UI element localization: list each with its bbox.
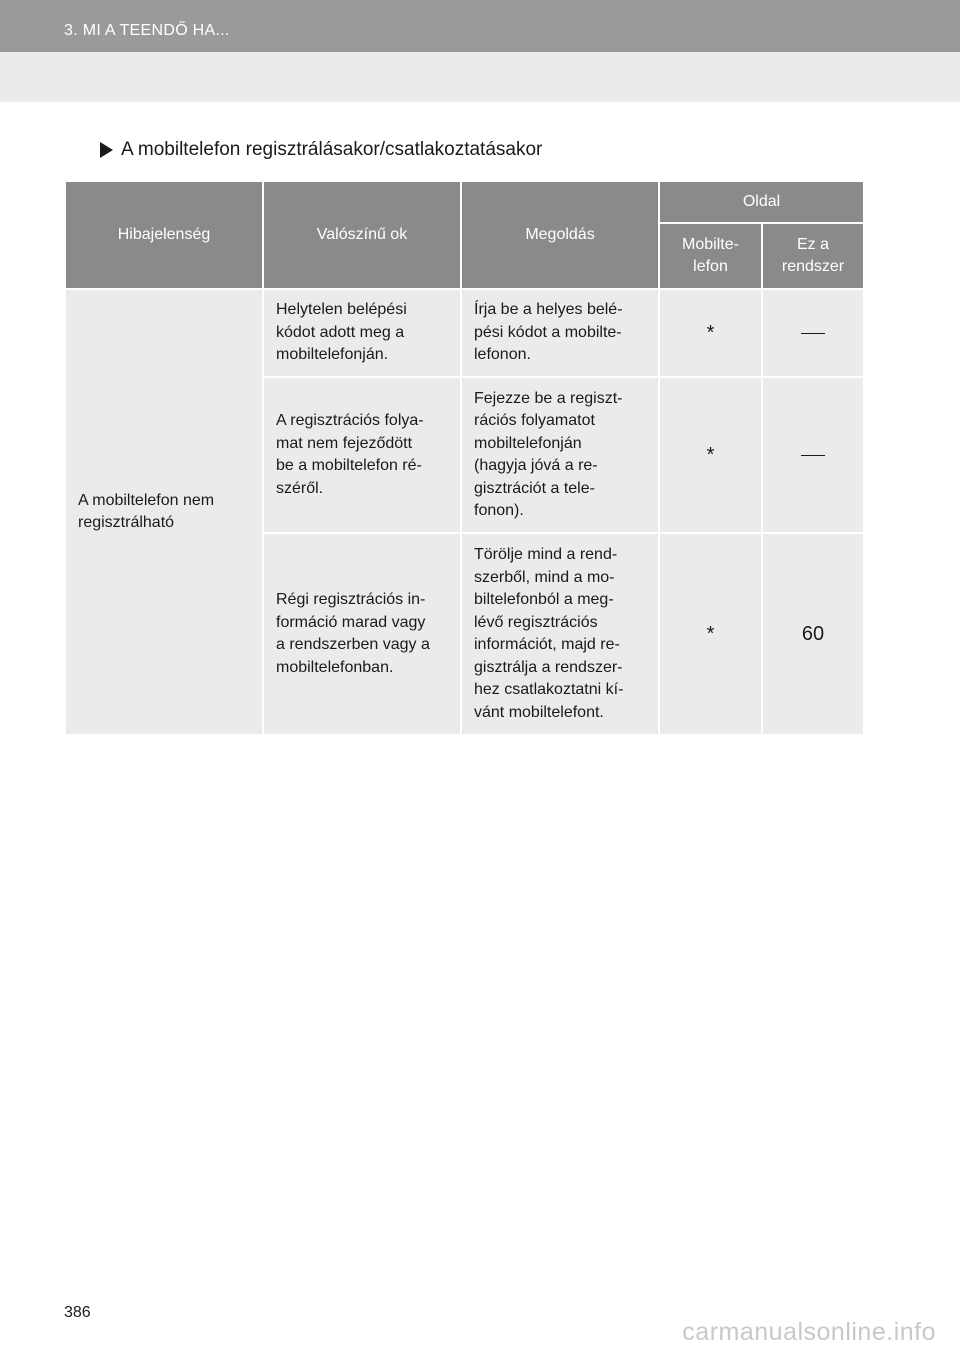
chapter-title: 3. MI A TEENDŐ HA... xyxy=(64,22,230,39)
phone-page-cell: * xyxy=(659,377,762,533)
header-symptom: Hibajelenség xyxy=(65,181,263,289)
table-row xyxy=(65,289,864,377)
cause-cell: Helytelen belépési kódot adott meg a mobiltelefonján. xyxy=(263,289,461,377)
header-page-system: Ez a rendszer xyxy=(762,223,864,289)
header-page-phone: Mobilte- lefon xyxy=(659,223,762,289)
cause-cell: A regisztrációs folya- mat nem fejeződött be a mobiltelefon ré- széről. xyxy=(263,377,461,533)
system-page-cell xyxy=(762,289,864,377)
page-number: 386 xyxy=(64,1304,91,1321)
header-solution: Megoldás xyxy=(461,181,659,289)
section-heading xyxy=(100,139,542,161)
header-cause: Valószínű ok xyxy=(263,181,461,289)
solution-cell: Törölje mind a rend- szerből, mind a mo- biltelefonból a meg- lévő regisztrációs információt, majd re- gisztrálja a rendszer- hez csatlakoztatni kí- vánt mobiltelefont. xyxy=(461,533,659,735)
cause-cell: Régi regisztrációs in- formáció marad vagy a rendszerben vagy a mobiltelefonban. xyxy=(263,533,461,735)
section-title: A mobiltelefon regisztrálásakor/csatlakoztatásakor xyxy=(121,139,543,160)
header-page: Oldal xyxy=(659,181,864,223)
phone-page-cell: * xyxy=(659,533,762,735)
symptom-cell: A mobiltelefon nem regisztrálható xyxy=(65,289,263,735)
watermark: carmanualsonline.info xyxy=(682,1318,936,1346)
system-page-cell: 60 xyxy=(762,533,864,735)
solution-cell: Írja be a helyes belé- pési kódot a mobilte- lefonon. xyxy=(461,289,659,377)
triangle-bullet-icon xyxy=(100,142,113,158)
subheader-band xyxy=(0,52,960,102)
system-page-cell xyxy=(762,377,864,533)
dash-mark xyxy=(801,455,825,456)
header-band xyxy=(0,0,960,52)
dash-mark xyxy=(801,333,825,334)
troubleshooting-table xyxy=(64,180,865,736)
solution-cell: Fejezze be a regiszt- rációs folyamatot mobiltelefonján (hagyja jóvá a re- gisztrációt a tele- fonon). xyxy=(461,377,659,533)
phone-page-cell: * xyxy=(659,289,762,377)
